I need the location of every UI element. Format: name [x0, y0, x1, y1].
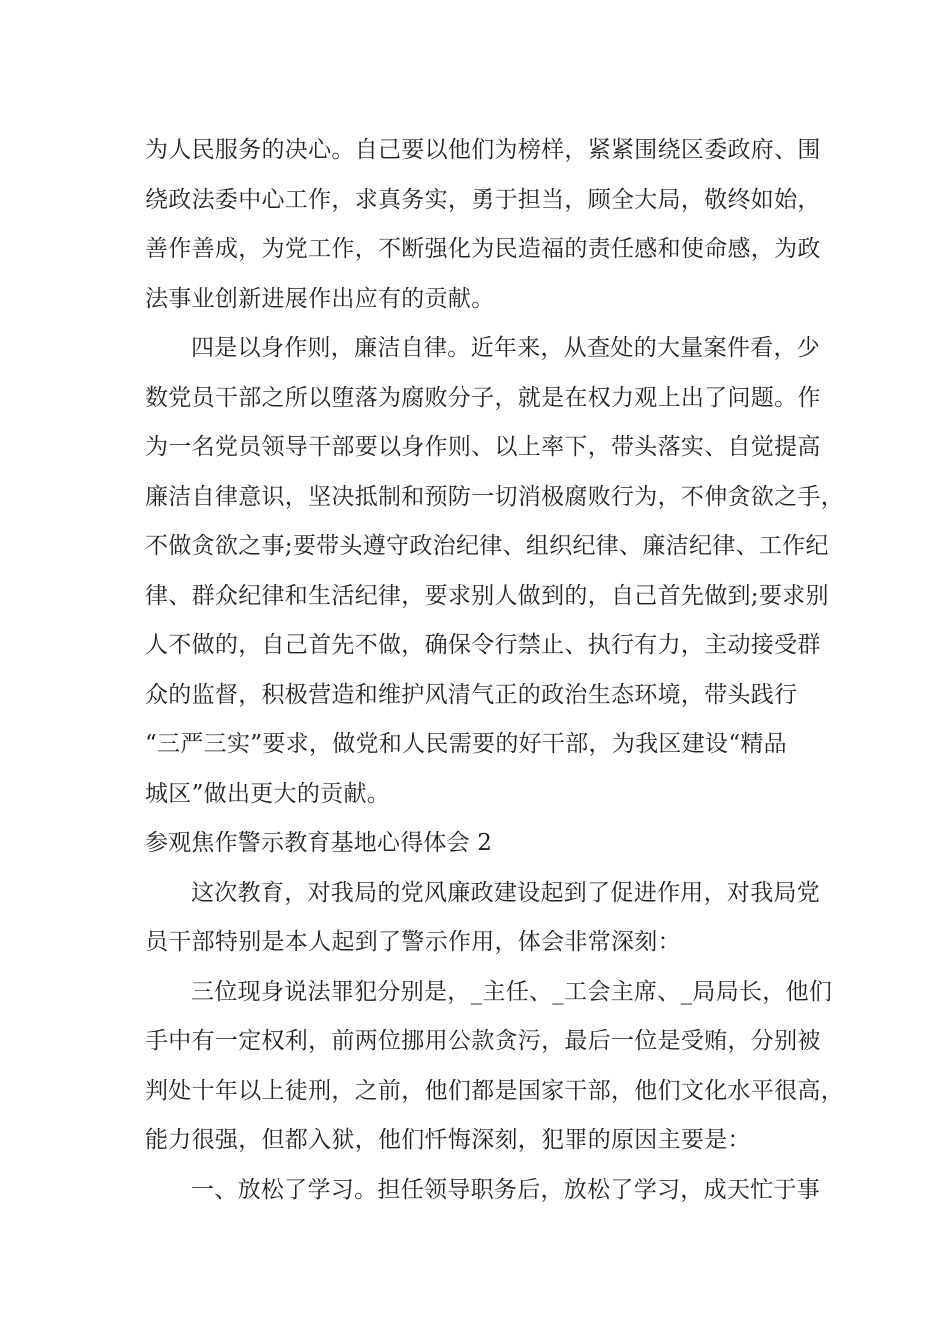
- text-line: 众的监督，积极营造和维护风清气正的政治生态环境，带头践行: [145, 681, 798, 708]
- text-line: 善作善成，为党工作，不断强化为民造福的责任感和使命感，为政: [145, 236, 821, 262]
- paragraph-intro: [145, 869, 825, 968]
- paragraph-point-four: [145, 324, 844, 819]
- text-line: 为人民服务的决心。自己要以他们为榜样，紧紧围绕区委政府、围: [145, 137, 821, 163]
- text-line: 这次教育，对我局的党风廉政建设起到了促进作用，对我局党: [191, 879, 821, 906]
- text-line: “三严三实”要求，做党和人民需要的好干部，为我区建设“精品: [145, 731, 787, 757]
- text-line: 判处十年以上徒刑，之前，他们都是国家干部，他们文化水平很高，: [145, 1077, 844, 1104]
- document-body: [145, 126, 844, 1215]
- paragraph-continuation: [145, 126, 825, 324]
- text-line: 法事业创新进展作出应有的贡献。: [145, 285, 495, 312]
- text-line: 绕政法委中心工作，求真务实，勇于担当，顾全大局，敬终如始，: [145, 186, 821, 213]
- paragraph-criminals: [145, 968, 844, 1166]
- text-line: 为一名党员领导干部要以身作则、以上率下，带头落实、自觉提高: [145, 434, 821, 460]
- text-line: 员干部特别是本人起到了警示作用，体会非常深刻：: [145, 929, 681, 955]
- text-line: 廉洁自律意识，坚决抵制和预防一切消极腐败行为，不伸贪欲之手，: [145, 483, 844, 510]
- paragraph-reason-one: [145, 1166, 825, 1216]
- text-line: 数党员干部之所以堕落为腐败分子，就是在权力观上出了问题。作: [145, 384, 821, 411]
- text-line: 律、群众纪律和生活纪律，要求别人做到的，自己首先做到;要求别: [145, 582, 829, 609]
- section-heading: 参观焦作警示教育基地心得体会 2: [145, 830, 493, 856]
- text-line: 人不做的，自己首先不做，确保令行禁止、执行有力，主动接受群: [145, 632, 821, 658]
- text-line: 城区”做出更大的贡献。: [145, 780, 391, 807]
- text-line: 手中有一定权利，前两位挪用公款贪污，最后一位是受贿，分别被: [145, 1028, 821, 1054]
- text-line: 不做贪欲之事;要带头遵守政治纪律、组织纪律、廉洁纪律、工作纪: [145, 533, 829, 559]
- text-line: 三位现身说法罪犯分别是，_主任、_工会主席、_局局长，他们: [191, 978, 833, 1005]
- text-line: 四是以身作则，廉洁自律。近年来，从查处的大量案件看，少: [191, 335, 821, 361]
- text-line: 能力很强，但都入狱，他们忏悔深刻，犯罪的原因主要是：: [145, 1127, 751, 1153]
- text-line: 一、放松了学习。担任领导职务后，放松了学习，成天忙于事: [191, 1176, 821, 1203]
